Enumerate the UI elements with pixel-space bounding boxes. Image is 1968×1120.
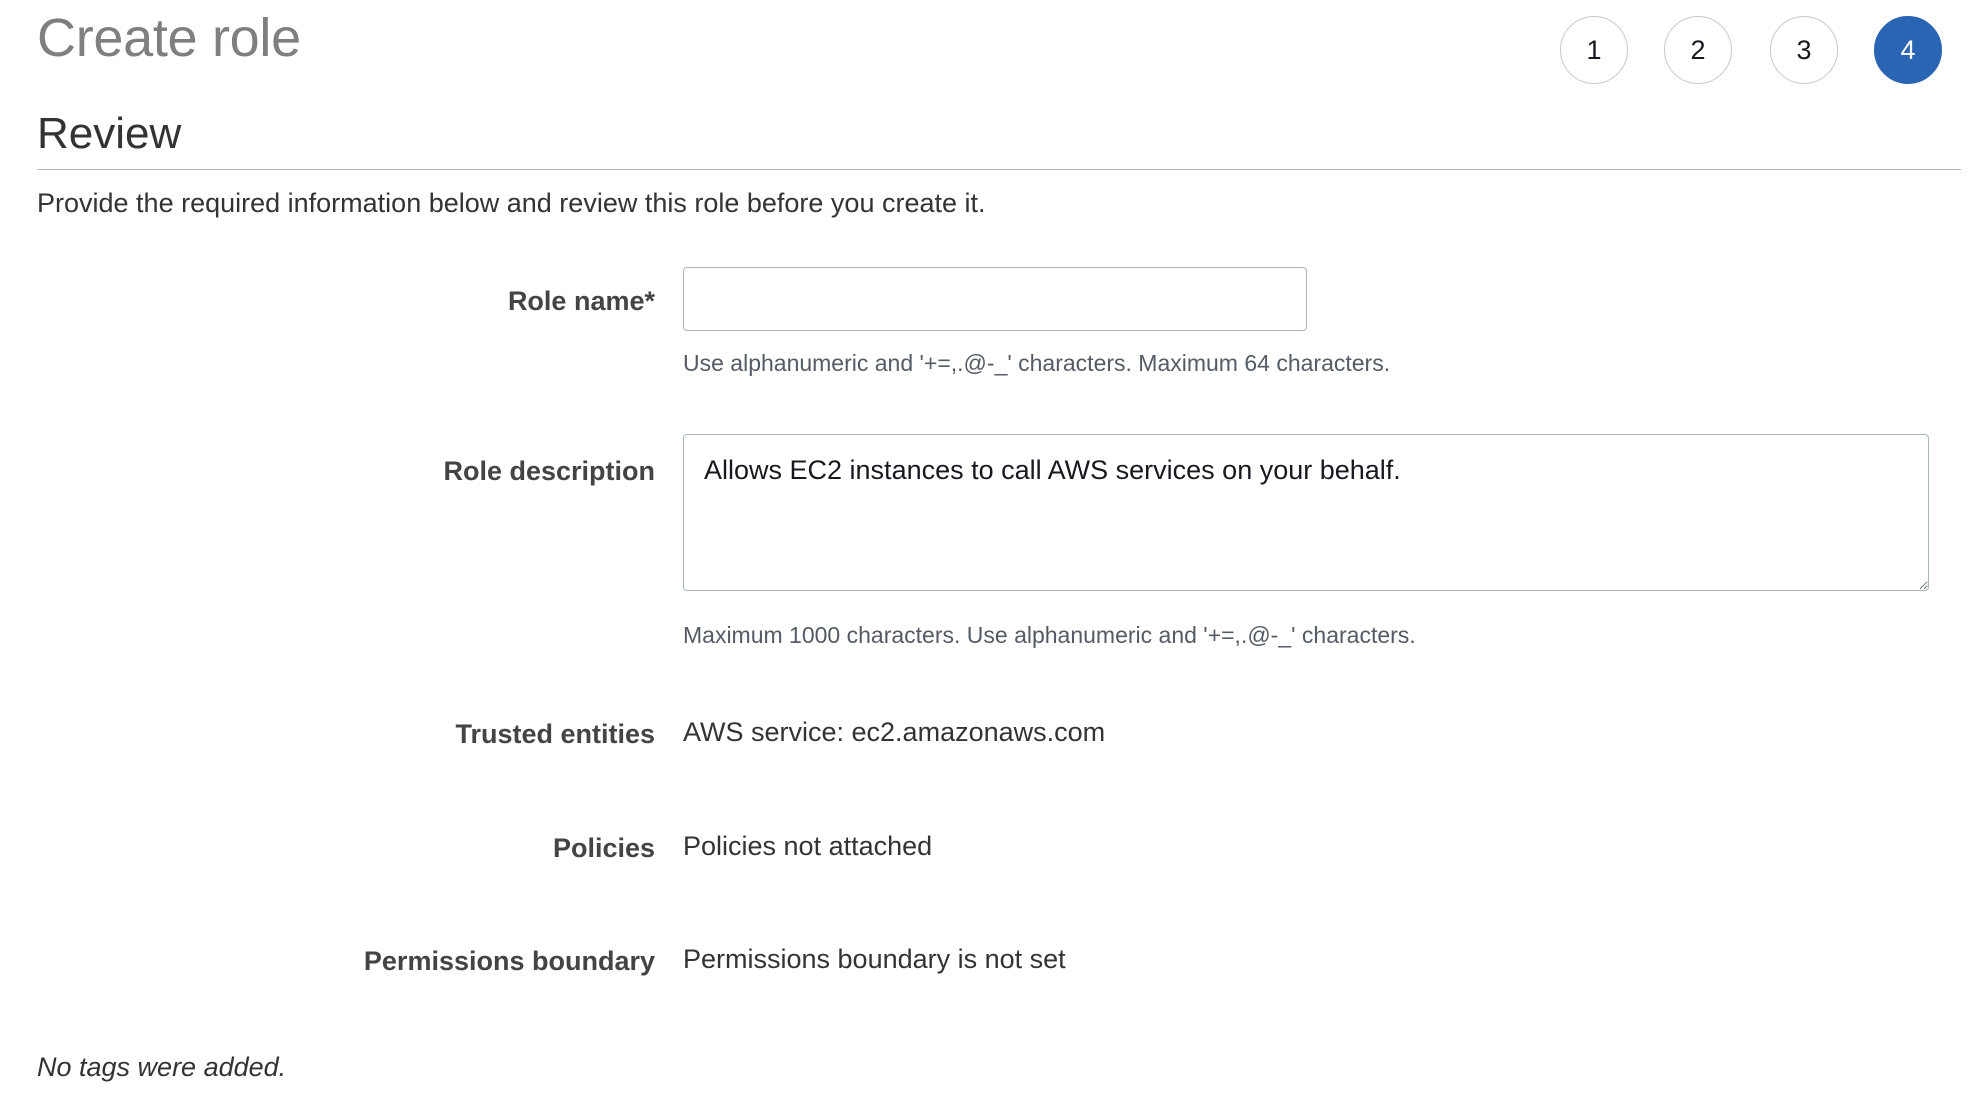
policies-value: Policies not attached — [683, 831, 933, 861]
step-2-button[interactable]: 2 — [1664, 16, 1732, 84]
role-description-label: Role description — [443, 456, 655, 486]
role-name-input[interactable] — [683, 267, 1307, 331]
step-3-button[interactable]: 3 — [1770, 16, 1838, 84]
step-1-button[interactable]: 1 — [1560, 16, 1628, 84]
wizard-steps — [1560, 16, 1954, 86]
permissions-boundary-value: Permissions boundary is not set — [683, 944, 1066, 974]
policies-label: Policies — [552, 833, 655, 863]
section-heading: Review — [37, 109, 182, 158]
role-name-hint: Use alphanumeric and '+=,.@-_' characters. Maximum 64 characters. — [683, 350, 1391, 376]
tags-note: No tags were added. — [37, 1052, 287, 1082]
intro-text: Provide the required information below and review this role before you create it. — [37, 188, 986, 218]
trusted-entities-value: AWS service: ec2.amazonaws.com — [683, 717, 1106, 747]
step-4-button-active[interactable]: 4 — [1874, 16, 1942, 84]
heading-divider — [37, 169, 1961, 170]
role-description-hint: Maximum 1000 characters. Use alphanumeric and '+=,.@-_' characters. — [683, 622, 1416, 648]
page-title: Create role — [37, 8, 301, 68]
permissions-boundary-label: Permissions boundary — [363, 946, 655, 976]
trusted-entities-label: Trusted entities — [455, 719, 655, 749]
role-description-textarea[interactable] — [683, 434, 1929, 591]
role-name-label: Role name* — [507, 286, 655, 316]
